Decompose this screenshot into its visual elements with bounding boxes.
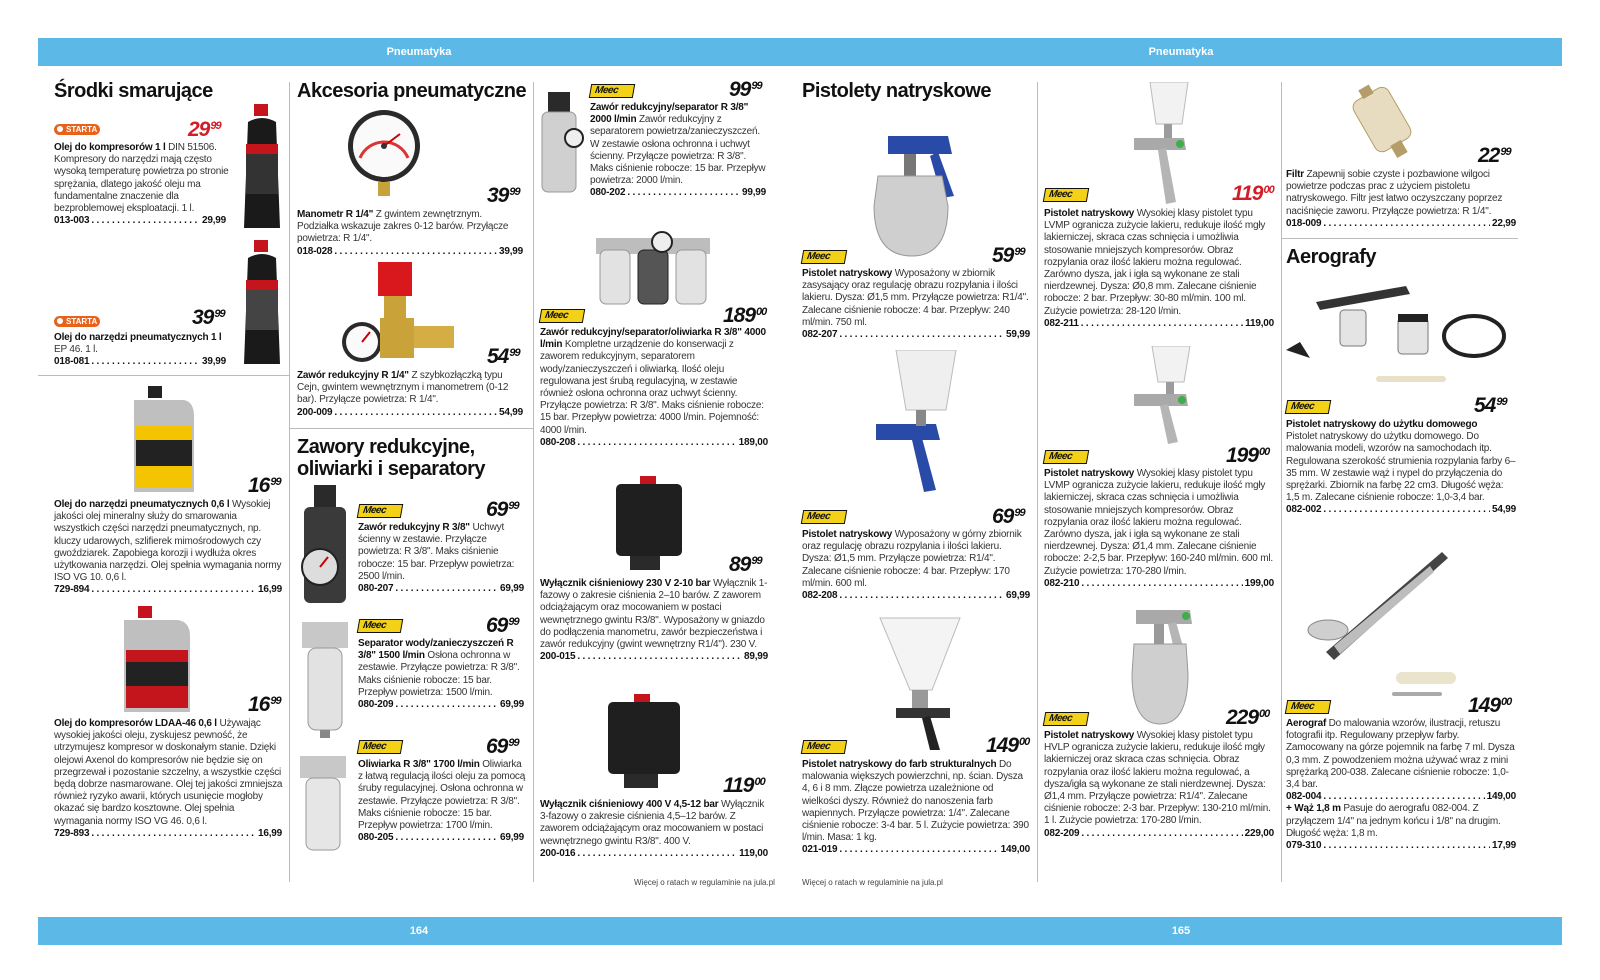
oil-bottle-image: [240, 104, 284, 237]
column-divider: [1037, 82, 1038, 882]
spray-gun-gravity-image: [1128, 82, 1198, 213]
page-number-band-right: [800, 917, 1562, 945]
air-filter-image: [1338, 82, 1430, 169]
price-tag: $119^{00}$: [1232, 182, 1274, 205]
starta-logo: STARTA: [54, 124, 100, 135]
pressure-regulator-image: [340, 262, 456, 377]
price-tag: $229^{00}$: [1226, 706, 1270, 729]
product-description: Pistolet natryskowy Wyposażony w zbiornik zasysający oraz regulację obrazu rozpylania i ilości lakieru. Dysza: Ø1,5 mm. Przyłącze powietrza: R1/4". Zalecane ciśnienie robocze: 4 bar. Przepływ: 240 ml/min. 750 ml. 082-207 . . . 59,99: [802, 268, 1032, 341]
price-tag: $89^{99}$: [729, 553, 762, 576]
oiler-image: [298, 756, 348, 861]
column-divider: [533, 82, 534, 882]
section-title: Aerografy: [1286, 246, 1376, 268]
section-title: Akcesoria pneumatyczne: [297, 80, 527, 102]
product-code-row: 079-310 . . . 17,99: [1286, 840, 1516, 852]
product-description: Pistolet natryskowy do użytku domowego Pistolet natryskowy do użytku domowego. Do malowania modeli, wzorów na samochodach itp. Regulowana szerokość strumienia rozpylania farby 6–35 mm. W zestawie wąż i nypel do przyłączenia do sprężarki. Zbiornik na farbę 22 cm3. Długość węża: 1,5 m. Zalecane ciśnienie robocze: 1,0-3,4 bar. 082-002 . . . 54,99: [1286, 419, 1518, 517]
price-tag: $69^{99}$: [486, 735, 519, 758]
product-description: Filtr Zapewnij sobie czyste i pozbawione wilgoci powietrze podczas prac z użyciem pistoletu natryskowego. Filtr jest łatwo oczyszczany poprzez naciśnięcie zaworu. Przyłącze powietrza: R 1/4". 018-009 . . . 22,99: [1286, 169, 1518, 230]
price-tag: $39^{99}$: [487, 184, 520, 207]
price-tag: $16^{99}$: [248, 693, 281, 716]
price-tag: $69^{99}$: [486, 498, 519, 521]
pressure-switch-image: [612, 476, 688, 577]
installment-note: Więcej o ratach w regulaminie na jula.pl: [634, 878, 775, 887]
column-divider: [1281, 82, 1282, 882]
meec-logo: Meec: [801, 740, 847, 754]
meec-logo: Meec: [539, 309, 585, 323]
product-description: Olej do kompresorów LDAA-46 0,6 l Używając wysokiej jakości oleju, zyskujesz pewność, że utrzymujesz kompresor w doskonałym stanie. Dzięki olejowi Axenol do kompresorów nie będzie się on przegrzewał i pozostanie szczelny, a wszystkie części będą dobrze nasmarowane. Olej tej jakości zmniejsza również ryzyko awarii, których usunięcie mogłoby okazać się bardzo kosztowne. Olej spełnia wymagania normy ISO VG 46. 0,6 l. 729-893 . . . 16,99: [54, 718, 284, 840]
product-description: Zawór redukcyjny/separator R 3/8" 2000 l/min Zawór redukcyjny z separatorem powietrza/zanieczyszczeń. W zestawie osłona ochronna i uchwyt ścienny. Przyłącze powietrza: R 3/8". Maks ciśnienie robocze: 15 bar. Przepływ powietrza: 2000 l/min. 080-202 . . . 99,99: [590, 102, 768, 200]
starta-logo: STARTA: [54, 316, 100, 327]
product-description: Zawór redukcyjny R 3/8" Uchwyt ścienny w zestawie. Przyłącze powietrza: R 3/8". Maks ciśnienie robocze: 15 bar. Przepływ powietrza: 2500 l/min. 080-207 . . . 69,99: [358, 522, 526, 595]
meec-logo: Meec: [1043, 450, 1089, 464]
category-band-right: [800, 38, 1562, 66]
category-label: Pneumatyka: [386, 46, 452, 58]
column-divider: [289, 82, 290, 882]
manometer-image: [346, 108, 426, 203]
product-description: Pistolet natryskowy Wyposażony w górny zbiornik oraz regulację obrazu rozpylania i ilości lakieru. Dysza: Ø1,5 mm. Przyłącze powietrza: R1/4". Zalecane ciśnienie robocze: 4 bar. Przepływ: 170 ml/min. 600 ml. 082-208 . . . 69,99: [802, 529, 1032, 602]
page-number: 165: [1171, 925, 1191, 937]
product-description: Separator wody/zanieczyszczeń R 3/8" 1500 l/min Osłona ochronna w zestawie. Przyłącze powietrza: R 3/8". Maks ciśnienie robocze: 15 bar. Przepływ powietrza: 1500 l/min. 080-209 . . . 69,99: [358, 638, 526, 711]
price-tag: $59^{99}$: [992, 244, 1025, 267]
product-code-row: 082-002 . . . 54,99: [1286, 504, 1516, 516]
frl-unit-image: [596, 228, 710, 313]
product-code-row: 013-003 . . . 29,99: [54, 215, 226, 227]
product-description: Olej do narzędzi pneumatycznych 1 l EP 46. 1 l. 018-081 . . . 39,99: [54, 332, 232, 369]
price-tag: $54^{99}$: [1474, 394, 1507, 417]
product-description: Pistolet natryskowy Wysokiej klasy pistolet typu LVMP ogranicza zużycie lakieru, redukuje ilość mgły lakierniczej, skraca czas schnięcia i umożliwia stosowanie mniejszych kompresorów. Obraz rozpylania oraz ilość lakieru można regulować. Zarówno dysza, jak i igła są wykonane ze stali nierdzewnej. Dysza: Ø1,4 mm. Zalecane ciśnienie robocze: 2-2,5 bar. Przepływ: 160-240 ml/min. 600 ml. Zużycie powietrza: 170-280 l/min. 082-210 . . . 199,00: [1044, 468, 1276, 590]
spray-gun-gravity-image: [1128, 346, 1198, 451]
product-code-row: 082-207 . . . 59,99: [802, 329, 1030, 341]
product-code-row: 021-019 . . . 149,00: [802, 844, 1030, 856]
product-description: Aerograf Do malowania wzorów, ilustracji, retuszu fotografii itp. Regulowany przepływ farby. Zamocowany na górze pojemnik na farbę 7 ml. Dysza 0,3 mm. Z powodzeniem można używać wraz z mini sprężarką 200-038. Zalecane ciśnienie robocze: 1,0-3,4 bar. 082-004 . . . 149,00 + Wąż 1,8 m Pasuje do aerografu 082-004. Z przyłączem 1/4" na jednym końcu i 1/8" na drugim. Długość węża: 1,8 m. 079-310 . . . 17,99: [1286, 718, 1518, 852]
section-title: Pistolety natryskowe: [802, 80, 991, 102]
price-tag: $22^{99}$: [1478, 144, 1511, 167]
page-number: 164: [409, 925, 429, 937]
price-tag: $189^{00}$: [723, 304, 767, 327]
product-code-row: 200-015 . . . 89,99: [540, 651, 768, 663]
oil-can-image: [128, 386, 198, 501]
airbrush-kit-image: [1286, 280, 1516, 397]
product-code-row: 018-081 . . . 39,99: [54, 356, 226, 368]
regulator-separator-image: [540, 92, 584, 203]
meec-logo: Meec: [1043, 188, 1089, 202]
price-tag: $99^{99}$: [729, 78, 762, 101]
product-code-row: 082-210 . . . 199,00: [1044, 578, 1274, 590]
price-tag: $149^{00}$: [986, 734, 1030, 757]
product-description: Pistolet natryskowy Wysokiej klasy pistolet typu HVLP ogranicza zużycie lakieru, redukuje ilość mgły lakierniczej oraz skraca czas schnięcia. Obraz rozpylania oraz ilość lakieru można regulować, a dysza/igła są wykonane ze stali nierdzewnej. Dysza: Ø1,4 mm. Przyłącze powietrza: R1/4". Zalecane ciśnienie robocze: 2-3 bar. Przepływ: 130-210 ml/min. 1 l. Zużycie powietrza: 170-280 l/min. 082-209 . . . 229,00: [1044, 730, 1276, 840]
installment-note: Więcej o ratach w regulaminie na jula.pl: [802, 878, 943, 887]
product-code-row: 082-208 . . . 69,99: [802, 590, 1030, 602]
product-code-row: 018-009 . . . 22,99: [1286, 218, 1516, 230]
spray-gun-gravity-image: [866, 350, 966, 505]
meec-logo: Meec: [357, 619, 403, 633]
product-code-row: 729-894 . . . 16,99: [54, 584, 282, 596]
price-tag: $29^{99}$: [188, 118, 221, 141]
product-description: Wyłącznik ciśnieniowy 230 V 2-10 bar Wyłącznik 1-fazowy o zakresie ciśnienia 2–10 barów. Z zaworem odciążającym oraz mocowaniem w postaci wewnętrznego gwintu R3/8". Wyposażony w gniazdo do podłączenia manometru, zawór bezpieczeństwa i zawór redukcyjny (gwint wewnętrzny R1/4"). 230 V. 200-015 . . . 89,99: [540, 578, 770, 663]
accessory-item: + Wąż 1,8 m Pasuje do aerografu 082-004. Z przyłączem 1/4" na jednym końcu i 1/8" na drugim. Długość węża: 1,8 m.: [1286, 803, 1501, 839]
meec-logo: Meec: [1285, 400, 1331, 414]
product-code-row: 080-202 . . . 99,99: [590, 187, 766, 199]
product-code-row: 080-205 . . . 69,99: [358, 832, 524, 844]
price-tag: $199^{00}$: [1226, 444, 1270, 467]
price-tag: $119^{00}$: [723, 774, 765, 797]
product-code-row: 200-009 . . . 54,99: [297, 407, 523, 419]
row-divider: [38, 375, 289, 376]
product-description: Manometr R 1/4" Z gwintem zewnętrznym. Podziałka wskazuje zakres 0-12 barów. Przyłącze powietrza: R 1/4". 018-028 . . . 39,99: [297, 209, 525, 258]
meec-logo: Meec: [801, 510, 847, 524]
price-tag: $149^{00}$: [1468, 694, 1512, 717]
product-code-row: 080-209 . . . 69,99: [358, 699, 524, 711]
meec-logo: Meec: [589, 84, 635, 98]
product-code-row: 729-893 . . . 16,99: [54, 828, 282, 840]
price-tag: $54^{99}$: [487, 345, 520, 368]
page-number-band-left: [38, 917, 800, 945]
section-title: Środki smarujące: [54, 80, 213, 102]
price-tag: $39^{99}$: [192, 306, 225, 329]
product-code-row: 080-208 . . . 189,00: [540, 437, 768, 449]
product-description: Pistolet natryskowy Wysokiej klasy pistolet typu LVMP ogranicza zużycie lakieru, redukuje ilość mgły lakierniczej, skraca czas schnięcia i umożliwia stosowanie mniejszych kompresorów. Obraz rozpylania oraz ilość lakieru można regulować. Zarówno dysza, jak i igła są wykonane ze stali nierdzewnej. Dysza: Ø0,8 mm. Zalecane ciśnienie robocze: 2 bar. Przepływ: 30-80 ml/min. 100 ml. Zużycie powietrza: 28-120 l/min. 082-211 . . . 119,00: [1044, 208, 1276, 330]
product-description: Pistolet natryskowy do farb strukturalnych Do malowania większych powierzchni, np. ścian. Dysza 4, 6 i 8 mm. Złącze powietrza uzależnione od wielkości dyszy. Również do nanoszenia farb wapiennych. Przyłącze powietrza: 1/4". Zalecane ciśnienie robocze: 3-4 bar. 5 l. Zużycie powietrza: 390 l/min. Masa: 1 kg. 021-019 . . . 149,00: [802, 759, 1032, 857]
section-title: Zawory redukcyjne, oliwiarki i separatory: [297, 436, 485, 480]
airbrush-image: [1306, 546, 1466, 707]
product-description: Oliwiarka R 3/8" 1700 l/min Oliwiarka z łatwą regulacją ilości oleju za pomocą śruby regulacyjnej. Osłona ochronna w zestawie. Przyłącze powietrza: R 3/8". Maks ciśnienie robocze: 15 bar. Przepływ powietrza: 1700 l/min. 080-205 . . . 69,99: [358, 759, 526, 844]
product-description: Zawór redukcyjny/separator/oliwiarka R 3/8" 4000 l/min Kompletne urządzenie do konserwacji z zaworem redukcyjnym, separatorem wody/zanieczyszczeń i oliwiarką. Ilość oleju regulowana jest śrubą regulacyjną, w zestawie również osłona ochronna oraz uchwyt ścienny. Przyłącze powietrza: R 3/8". Maks ciśnienie robocze: 15 bar. Przepływ powietrza: 4000 l/min. Pojemność: 4000 l/min. 080-208 . . . 189,00: [540, 327, 770, 449]
product-description: Zawór redukcyjny R 1/4" Z szybkozłączką typu Cejn, gwintem wewnętrznym i manometrem (0-12 bar). Przyłącze powietrza: R 1/4". 200-009 . . . 54,99: [297, 370, 525, 419]
price-tag: $69^{99}$: [486, 614, 519, 637]
meec-logo: Meec: [357, 740, 403, 754]
bullet-icon: +: [1286, 803, 1292, 815]
oil-can-image: [118, 606, 194, 721]
row-divider: [290, 428, 533, 429]
product-code-row: 018-028 . . . 39,99: [297, 246, 523, 258]
product-description: Olej do narzędzi pneumatycznych 0,6 l Wysokiej jakości olej mineralny służy do smarowania wszystkich części narzędzi pneumatycznych, np. kluczy udarowych, szlifierek mimośrodowych czy gwoździarek. Zapobiega korozji i wydłuża okres użytkowania narzędzi. Olej spełnia wymagania normy ISO VG 10. 0,6 l. 729-894 . . . 16,99: [54, 499, 284, 597]
meec-logo: Meec: [1285, 700, 1331, 714]
meec-logo: Meec: [801, 250, 847, 264]
spray-gun-suction-image: [1126, 604, 1206, 733]
product-code-row: 080-207 . . . 69,99: [358, 583, 524, 595]
spray-gun-image: [868, 106, 988, 271]
pressure-switch-image: [604, 694, 686, 795]
pressure-regulator-image: [298, 485, 352, 608]
product-description: Wyłącznik ciśnieniowy 400 V 4,5-12 bar Wyłącznik 3-fazowy o zakresie ciśnienia 4,5–12 barów. Z zaworem odciążającym oraz mocowaniem w postaci wewnętrznego gwintu R3/8". 400 V. 200-016 . . . 119,00: [540, 799, 770, 860]
hopper-gun-image: [876, 614, 966, 759]
product-code-row: 200-016 . . . 119,00: [540, 848, 768, 860]
category-band-left: [38, 38, 800, 66]
product-description: Olej do kompresorów 1 l DIN 51506. Kompresory do narzędzi mają często wysoką temperaturę powietrza po stronie sprężania, dlatego jakość oleju ma fundamentalne znaczenie dla bezproblemowej eksploatacji. 1 l. 013-003 . . . 29,99: [54, 142, 232, 227]
category-label: Pneumatyka: [1148, 46, 1214, 58]
product-code-row: 082-211 . . . 119,00: [1044, 318, 1274, 330]
row-divider: [1282, 238, 1518, 239]
price-tag: $16^{99}$: [248, 474, 281, 497]
oil-bottle-image: [240, 240, 284, 373]
product-code-row: 082-209 . . . 229,00: [1044, 828, 1274, 840]
meec-logo: Meec: [1043, 712, 1089, 726]
product-code-row: 082-004 . . . 149,00: [1286, 791, 1516, 803]
meec-logo: Meec: [357, 504, 403, 518]
price-tag: $69^{99}$: [992, 505, 1025, 528]
water-separator-image: [298, 622, 352, 743]
